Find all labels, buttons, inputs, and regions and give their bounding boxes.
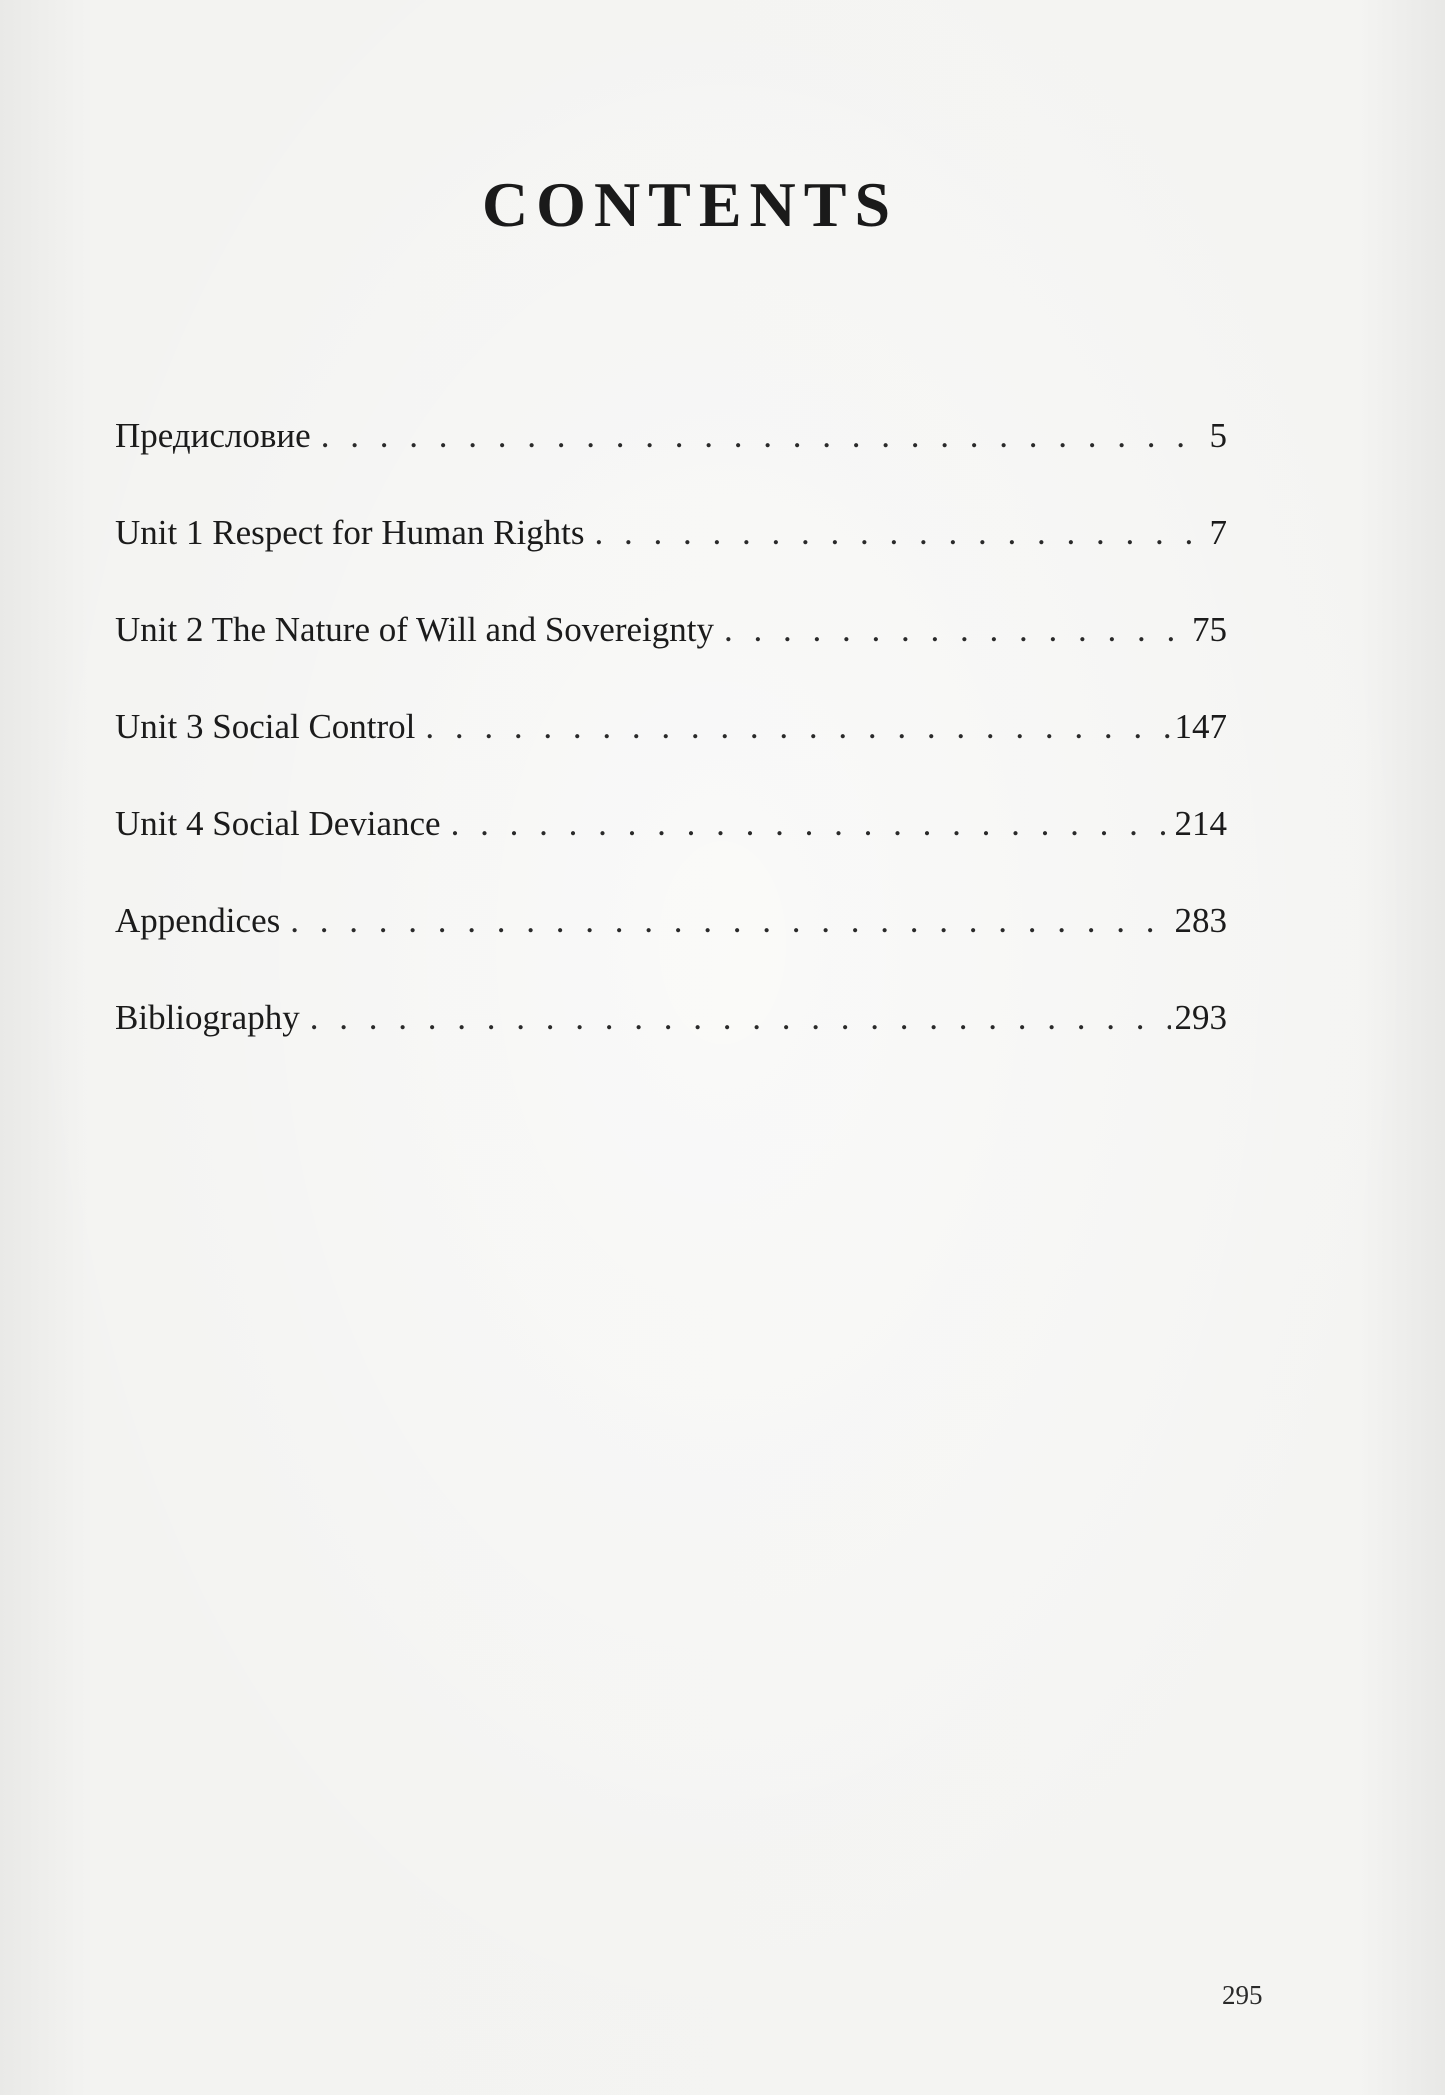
dot-leader [310, 1000, 1171, 1035]
dot-leader [321, 418, 1206, 453]
toc-entry-unit-1 [115, 515, 1227, 612]
toc-entry-unit-2 [115, 612, 1227, 709]
toc-entry-page: 147 [1174, 707, 1227, 746]
toc-entry-label: Appendices [115, 901, 281, 940]
toc-entry-page: 7 [1209, 513, 1227, 552]
toc-entry-label: Unit 4 Social Deviance [115, 804, 441, 843]
toc-entry-label: Предисловие [115, 416, 311, 455]
toc-entry-label: Unit 3 Social Control [115, 707, 416, 746]
page-number: 295 [1222, 1980, 1263, 2010]
dot-leader [425, 709, 1170, 744]
toc-entry-label: Bibliography [115, 998, 300, 1037]
toc-entry-page: 75 [1192, 610, 1227, 649]
dot-leader [595, 515, 1206, 550]
toc-entry-page: 283 [1174, 901, 1227, 940]
toc-entry-page: 293 [1174, 998, 1227, 1037]
table-of-contents [115, 418, 1227, 1097]
toc-entry-preface [115, 418, 1227, 515]
toc-entry-appendices [115, 903, 1227, 1000]
toc-entry-label: Unit 1 Respect for Human Rights [115, 513, 585, 552]
toc-entry-unit-4 [115, 806, 1227, 903]
dot-leader [290, 903, 1170, 938]
toc-entry-bibliography [115, 1000, 1227, 1097]
dot-leader [451, 806, 1171, 841]
page-title: CONTENTS [481, 169, 899, 240]
toc-entry-page: 214 [1174, 804, 1227, 843]
toc-entry-label: Unit 2 The Nature of Will and Sovereignty [115, 610, 714, 649]
toc-entry-page: 5 [1209, 416, 1227, 455]
toc-entry-unit-3 [115, 709, 1227, 806]
dot-leader [724, 612, 1188, 647]
